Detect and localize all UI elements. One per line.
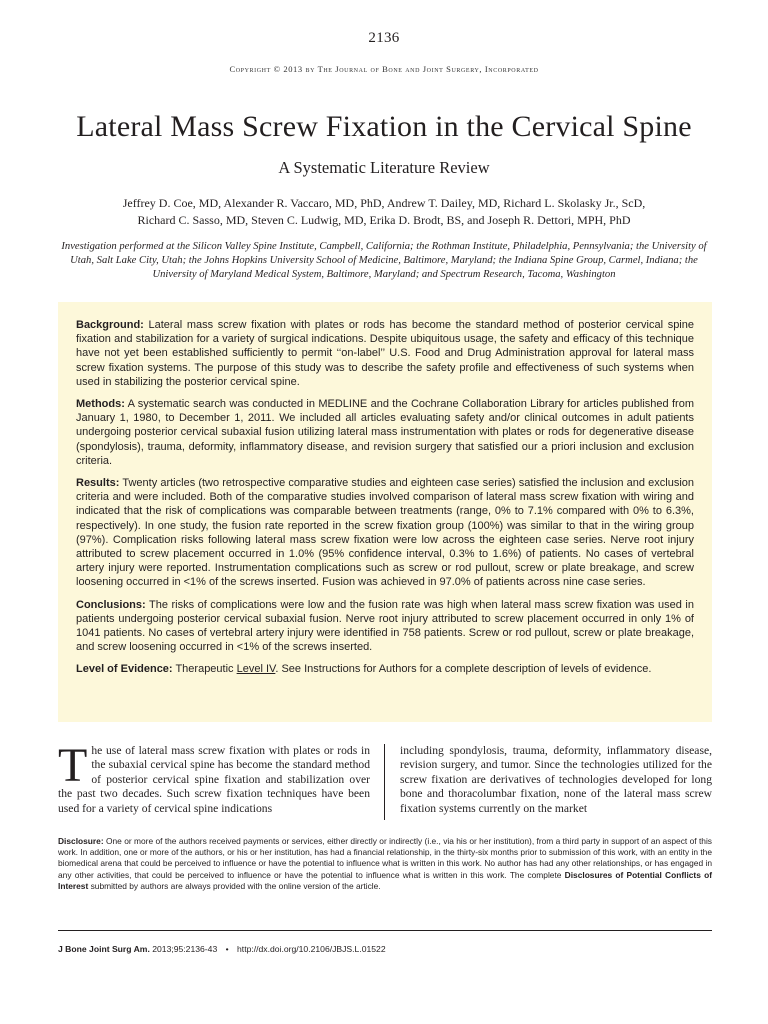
abstract-box	[58, 302, 712, 722]
author-list	[60, 195, 708, 229]
methods-text: A systematic search was conducted in MEDLINE and the Cochrane Collaboration Library for articles published from January 1, 1980, to December 1, 2011. We included all articles evaluating safety and/or clinical outcomes in adult patients undergoing posterior cervical subaxial fusion utilizing lateral mass instrumentation with plates or rods for degenerative disease (spondylosis), trauma, deformity, inflammatory disease, and revision surgery that satisfied our a priori inclusion and exclusion criteria.	[76, 398, 694, 467]
journal-abbrev: J Bone Joint Surg Am.	[58, 944, 150, 954]
copyright-line: Copyright © 2013 by The Journal of Bone and Joint Surgery, Incorporated	[229, 64, 539, 74]
body-text-left: he use of lateral mass screw fixation with plates or rods in the subaxial cervical spine has become the standard method of posterior cervical spine fixation and stabilization over the past two decades. Such screw fixation techniques have been used for a variety of cervical spine indications	[58, 744, 370, 815]
body-column-right	[400, 744, 712, 816]
abstract-level-of-evidence	[76, 662, 694, 676]
disclosure-note	[58, 836, 712, 892]
conclusions-label: Conclusions:	[76, 598, 146, 611]
article-subtitle: A Systematic Literature Review	[278, 158, 490, 177]
methods-label: Methods:	[76, 398, 125, 411]
level-iv-link[interactable]: Level IV	[236, 663, 276, 676]
background-text: Lateral mass screw fixation with plates or rods has become the standard method of posterior cervical spine fixation and stabilization for a variety of surgical indications. Despite ubiquitous usage, the safety and efficacy of this technique have not yet been established sufficiently to permit ‘‘on-label’’ U.S. Food and Drug Administration approval for lateral mass screw fixation systems. The purpose of this study was to describe the safety profile and effectiveness of such systems when used in stabilizing the posterior cervical spine.	[76, 319, 694, 388]
citation-volume: 2013;95:2136-43	[152, 944, 218, 954]
loe-label: Level of Evidence:	[76, 663, 173, 676]
body-text-right: including spondylosis, trauma, deformity, inflammatory disease, revision surgery, and tumor. Since the technologies utilized for the screw fixation are derivatives of technologies developed for long bone and thoracolumbar fixation, none of the lateral mass screw fixation systems currently on the market	[400, 744, 712, 815]
abstract-results	[76, 476, 694, 590]
column-divider	[384, 744, 385, 820]
abstract-background	[76, 318, 694, 389]
disclosures-link[interactable]: Disclosures of Potential Conflicts of Interest	[58, 869, 712, 891]
body-column-left	[58, 739, 370, 816]
loe-pre-text: Therapeutic	[175, 663, 234, 676]
author-line-2: Richard C. Sasso, MD, Steven C. Ludwig, MD, Erika D. Brodt, BS, and Joseph R. Dettori, MPH, PhD	[137, 213, 631, 227]
body-columns	[58, 739, 712, 816]
abstract-methods	[76, 397, 694, 468]
loe-post-text: . See Instructions for Authors for a complete description of levels of evidence.	[275, 663, 652, 676]
disclosure-label: Disclosure:	[58, 836, 104, 846]
footer-citation	[58, 944, 712, 954]
author-line-1: Jeffrey D. Coe, MD, Alexander R. Vaccaro, MD, PhD, Andrew T. Dailey, MD, Richard L. Skolasky Jr., ScD,	[122, 196, 646, 210]
drop-cap: T	[58, 739, 88, 792]
results-text: Twenty articles (two retrospective comparative studies and eighteen case series) satisfied the inclusion and exclusion criteria and were included. Both of the comparative studies involved comparison of lateral mass screw fixation with wiring and indicated that the risk of complications was comparable between treatments (range, 0% to 7.1% compared with 0% to 6.3%, respectively). In one study, the fusion rate reported in the screw fixation group (100%) was similar to that in the wiring group (97%). Complication risks following lateral mass screw fixation were low across the eighteen case series. Nerve root injury attributed to screw placement occurred in 1.0% (95% confidence interval, 0.3% to 1.6%) of patients. No cases of vertebral artery injury were reported. Instrumentation complications such as screw or rod pullout, screw or plate breakage, and screw loosening occurred in <1% of the screws inserted. Fusion was achieved in 97.0% of patients across nine case series.	[76, 477, 695, 589]
conclusions-text: The risks of complications were low and the fusion rate was high when lateral mass screw fixation was used in patients undergoing posterior cervical subaxial fusion. Nerve root injury attributed to screw placement occurred in only 1% of 1041 patients. No cases of vertebral artery injury were identified in 758 patients. Screw or rod pullout, screw or plate breakage, and screw loosening occurred in <1% of the screws inserted.	[76, 598, 694, 654]
bullet-separator: •	[225, 944, 229, 954]
article-title: Lateral Mass Screw Fixation in the Cervical Spine	[76, 110, 692, 143]
footer-rule	[58, 930, 712, 931]
affiliation-note: Investigation performed at the Silicon Valley Spine Institute, Campbell, California; the Rothman Institute, Philadelphia, Pennsylvania; the University of Utah, Salt Lake City, Utah; the Johns Hopkins University School of Medicine, Baltimore, Maryland; the Indiana Spine Group, Carmel, Indiana; the University of Maryland Medical System, Baltimore, Maryland; and Spectrum Research, Tacoma, Washington	[61, 241, 707, 280]
background-label: Background:	[76, 319, 144, 331]
page-number: 2136	[368, 30, 400, 46]
disclosure-tail: submitted by authors are always provided with the online version of the article.	[90, 880, 381, 891]
doi-link[interactable]: http://dx.doi.org/10.2106/JBJS.L.01522	[237, 944, 386, 954]
disclosure-text: One or more of the authors received payments or services, either directly or indirectly (i.e., via his or her institution), from a third party in support of an aspect of this work. In addition, one or more of the authors, or his or her institution, has had a financial relationship, in the thirty-six months prior to submission of this work, with an entity in the biomedical arena that could be perceived to influence or have the potential to influence what is written in this work. No author has had any other relationships, or has engaged in any other activities, that could be perceived to influence or have the potential to influence what is written in this work. The complete	[58, 836, 712, 880]
results-label: Results:	[76, 477, 120, 490]
abstract-conclusions	[76, 598, 694, 655]
